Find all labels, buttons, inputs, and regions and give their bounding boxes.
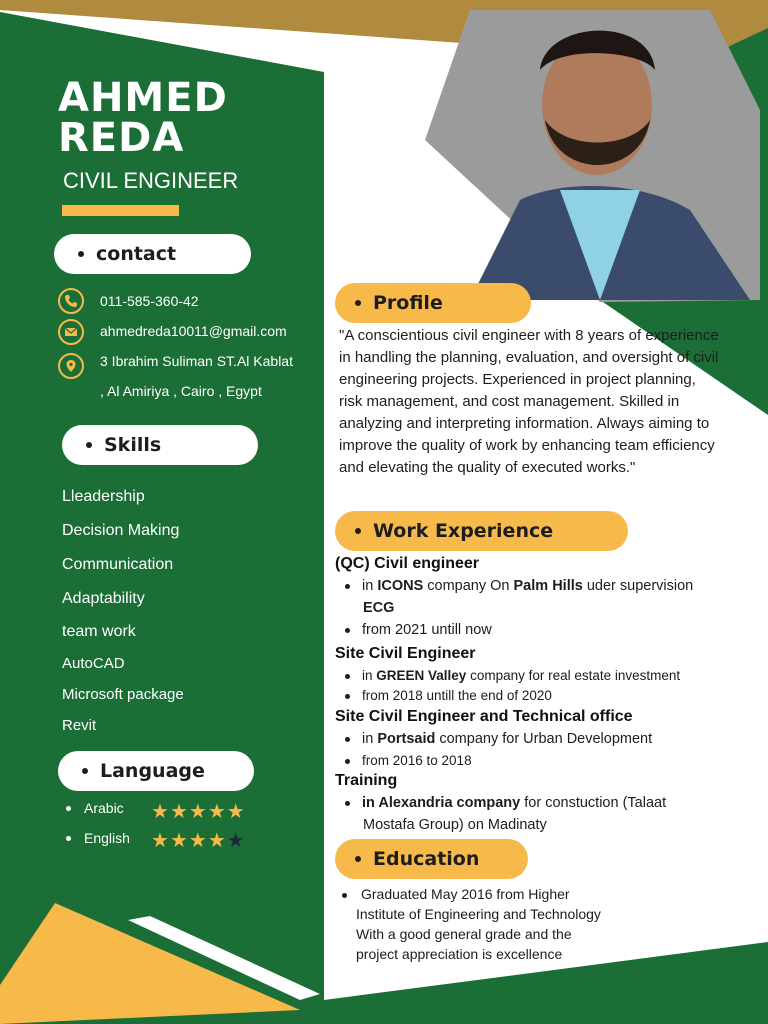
skill-item: AutoCAD <box>62 655 125 672</box>
skills-heading-pill <box>62 425 258 465</box>
star-icon: ★ <box>169 830 189 852</box>
education-line: With a good general grade and the <box>356 926 572 942</box>
language-name: Arabic <box>84 800 124 816</box>
job-title-4: Training <box>335 772 398 789</box>
star-icon: ★ <box>207 801 227 823</box>
skill-item: Communication <box>62 556 174 573</box>
skills-heading: Skills <box>104 434 162 456</box>
education-line: Institute of Engineering and Technology <box>356 906 601 922</box>
email-address: ahmedreda10011@gmail.com <box>100 323 287 339</box>
language-heading-pill <box>58 751 254 791</box>
star-icon: ★ <box>151 801 170 823</box>
profile-heading: Profile <box>373 292 443 314</box>
education-text <box>340 884 601 964</box>
skill-item: team work <box>62 623 136 640</box>
profile-text: "A conscientious civil engineer with 8 years of experience in handling the planning, evaluation, and oversight of civil engineering projects. Experienced in project planning, risk management, and cost management. Skilled in analyzing and interpreting information. Always aiming to improve the quality of work by enhancing team efficiency and elevating the quality of executed works." <box>339 327 719 476</box>
star-icon: ★ <box>188 801 208 823</box>
job-1-detail-1-cont: ECG <box>363 600 395 616</box>
skill-item: Lleadership <box>62 488 145 505</box>
first-name: AHMED <box>58 75 228 121</box>
star-icon: ★ <box>226 801 246 823</box>
profile-heading-pill <box>335 283 531 323</box>
skill-item: Microsoft package <box>62 686 184 703</box>
language-name: English <box>84 830 130 846</box>
bullet-dot <box>355 856 361 862</box>
address-line-2: , Al Amiriya , Cairo , Egypt <box>100 383 262 399</box>
job-1-detail-2: from 2021 untill now <box>345 622 492 638</box>
bullet-dot <box>82 768 88 774</box>
job-title-text: Civil engineer <box>369 555 480 572</box>
education-heading: Education <box>373 848 480 870</box>
star-icon: ★ <box>151 830 170 852</box>
phone-icon <box>58 288 84 314</box>
star-icon: ★ <box>188 830 208 852</box>
name-heading <box>58 75 228 161</box>
bullet-dot <box>66 836 71 841</box>
education-heading-pill <box>335 839 528 879</box>
job-3-detail-2: from 2016 to 2018 <box>345 753 472 768</box>
bullet-dot <box>66 806 71 811</box>
rating-stars-arabic <box>151 799 246 824</box>
language-heading: Language <box>100 760 205 782</box>
job-title: CIVIL ENGINEER <box>63 168 239 193</box>
email-icon <box>58 319 84 345</box>
job-1-detail-1: in ICONS company On Palm Hills uder supervision <box>345 578 693 594</box>
skill-item: Revit <box>62 717 97 734</box>
job-4-detail-1: in Alexandria company for constuction (Talaat <box>345 795 666 811</box>
job-title-2: Site Civil Engineer <box>335 645 476 662</box>
location-icon <box>58 353 84 379</box>
bullet-dot <box>355 528 361 534</box>
job-title-prefix: (QC) <box>335 555 370 572</box>
job-3-detail-1: in Portsaid company for Urban Development <box>345 731 652 747</box>
star-icon: ★ <box>207 830 227 852</box>
rating-stars-english <box>151 828 246 853</box>
job-title-3: Site Civil Engineer and Technical office <box>335 708 633 725</box>
last-name: REDA <box>58 115 185 161</box>
job-2-detail-1: in GREEN Valley company for real estate investment <box>345 668 680 683</box>
title-underline <box>62 205 179 216</box>
job-4-detail-1-cont: Mostafa Group) on Madinaty <box>363 817 547 833</box>
job-title-1 <box>335 555 479 573</box>
bullet-dot <box>86 442 92 448</box>
star-icon: ★ <box>169 801 189 823</box>
contact-heading-pill <box>54 234 251 274</box>
education-line: Graduated May 2016 from Higher <box>340 884 601 904</box>
phone-number: 011-585-360-42 <box>100 293 199 309</box>
bullet-dot <box>78 251 84 257</box>
address-line-1: 3 Ibrahim Suliman ST.Al Kablat <box>100 353 293 369</box>
job-2-detail-2: from 2018 untill the end of 2020 <box>345 688 552 703</box>
work-heading-pill <box>335 511 628 551</box>
skill-item: Decision Making <box>62 522 180 539</box>
bullet-dot <box>355 300 361 306</box>
contact-heading: contact <box>96 243 177 265</box>
star-empty-icon: ★ <box>226 830 246 852</box>
work-heading: Work Experience <box>373 520 554 542</box>
skill-item: Adaptability <box>62 590 145 607</box>
education-line: project appreciation is excellence <box>356 946 563 962</box>
